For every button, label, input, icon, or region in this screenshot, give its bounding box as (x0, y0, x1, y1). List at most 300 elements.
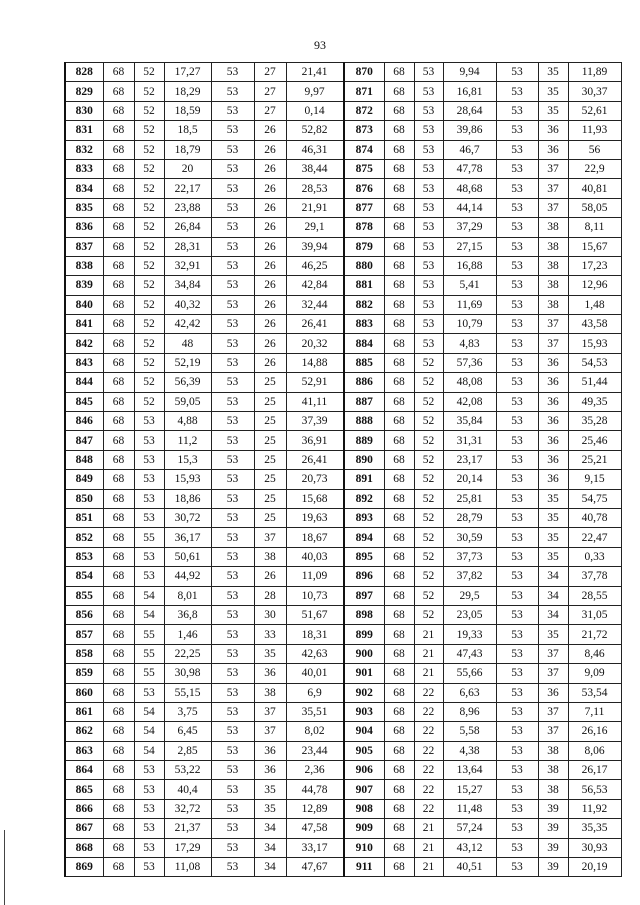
table-cell: 35,28 (568, 412, 621, 431)
table-cell: 53 (496, 198, 538, 217)
table-cell: 26,41 (286, 450, 343, 469)
table-cell: 21 (414, 664, 443, 683)
table-row (344, 334, 621, 353)
table-row (65, 198, 343, 217)
table-cell: 53 (496, 63, 538, 82)
table-cell: 68 (384, 121, 414, 140)
table-row (65, 838, 343, 857)
table-cell: 53 (496, 412, 538, 431)
point-number-cell: 832 (65, 140, 103, 159)
point-number-cell: 851 (65, 508, 103, 527)
table-cell: 18,67 (286, 528, 343, 547)
table-row (65, 644, 343, 663)
margin-rule (4, 830, 5, 905)
table-row (65, 315, 343, 334)
point-number-cell: 849 (65, 470, 103, 489)
table-cell: 36 (538, 373, 568, 392)
table-cell: 53 (496, 159, 538, 178)
table-cell: 53 (211, 159, 254, 178)
table-cell: 52 (414, 567, 443, 586)
table-cell: 52,61 (568, 101, 621, 120)
table-cell: 53 (134, 470, 164, 489)
table-cell: 27 (254, 82, 286, 101)
table-cell: 53 (496, 838, 538, 857)
table-cell: 55 (134, 644, 164, 663)
table-cell: 34 (538, 567, 568, 586)
table-cell: 59,05 (164, 392, 211, 411)
table-cell: 52,19 (164, 353, 211, 372)
table-cell: 53 (211, 450, 254, 469)
table-cell: 25 (254, 508, 286, 527)
point-number-cell: 863 (65, 741, 103, 760)
table-cell: 53 (496, 761, 538, 780)
table-cell: 52 (414, 373, 443, 392)
point-number-cell: 888 (344, 412, 384, 431)
table-cell: 9,09 (568, 664, 621, 683)
table-cell: 53 (134, 412, 164, 431)
table-row (65, 256, 343, 275)
table-row (344, 567, 621, 586)
table-cell: 68 (103, 644, 134, 663)
table-cell: 20 (164, 159, 211, 178)
table-cell: 18,5 (164, 121, 211, 140)
point-number-cell: 884 (344, 334, 384, 353)
table-cell: 48,68 (443, 179, 496, 198)
table-cell: 40,03 (286, 547, 343, 566)
table-cell: 23,44 (286, 741, 343, 760)
table-cell: 36 (538, 431, 568, 450)
table-cell: 68 (103, 838, 134, 857)
point-number-cell: 828 (65, 63, 103, 82)
table-cell: 53 (496, 722, 538, 741)
table-cell: 22 (414, 702, 443, 721)
table-cell: 53 (211, 722, 254, 741)
table-cell: 35 (254, 799, 286, 818)
table-row (65, 741, 343, 760)
table-cell: 39,86 (443, 121, 496, 140)
table-cell: 22 (414, 761, 443, 780)
point-number-cell: 830 (65, 101, 103, 120)
table-cell: 68 (103, 315, 134, 334)
table-cell: 8,02 (286, 722, 343, 741)
table-cell: 17,27 (164, 63, 211, 82)
table-row (65, 295, 343, 314)
table-cell: 68 (103, 140, 134, 159)
table-cell: 53 (496, 276, 538, 295)
table-cell: 53 (134, 547, 164, 566)
table-cell: 68 (384, 858, 414, 877)
table-row (65, 373, 343, 392)
point-number-cell: 882 (344, 295, 384, 314)
table-cell: 53 (134, 683, 164, 702)
table-cell: 21 (414, 644, 443, 663)
table-cell: 52 (134, 295, 164, 314)
table-cell: 36 (538, 683, 568, 702)
table-cell: 37,73 (443, 547, 496, 566)
table-cell: 14,88 (286, 353, 343, 372)
point-number-cell: 871 (344, 82, 384, 101)
table-cell: 37,78 (568, 567, 621, 586)
point-number-cell: 887 (344, 392, 384, 411)
table-row (65, 819, 343, 838)
table-cell: 52 (414, 392, 443, 411)
table-cell: 52 (134, 82, 164, 101)
table-cell: 58,05 (568, 198, 621, 217)
table-row (344, 198, 621, 217)
table-cell: 11,08 (164, 858, 211, 877)
table-cell: 53 (211, 489, 254, 508)
table-cell: 54 (134, 586, 164, 605)
point-number-cell: 890 (344, 450, 384, 469)
table-cell: 26,84 (164, 218, 211, 237)
table-cell: 68 (103, 664, 134, 683)
table-cell: 38 (538, 276, 568, 295)
table-row (344, 858, 621, 877)
table-cell: 53 (211, 237, 254, 256)
table-row (344, 373, 621, 392)
table-cell: 26 (254, 159, 286, 178)
table-cell: 53 (211, 63, 254, 82)
table-cell: 8,46 (568, 644, 621, 663)
table-cell: 26 (254, 179, 286, 198)
point-number-cell: 885 (344, 353, 384, 372)
point-number-cell: 897 (344, 586, 384, 605)
table-cell: 68 (103, 489, 134, 508)
table-cell: 54,53 (568, 353, 621, 372)
point-number-cell: 907 (344, 780, 384, 799)
table-cell: 68 (384, 489, 414, 508)
table-cell: 44,78 (286, 780, 343, 799)
point-number-cell: 846 (65, 412, 103, 431)
table-row (344, 179, 621, 198)
table-cell: 52 (134, 373, 164, 392)
table-cell: 52 (134, 198, 164, 217)
table-cell: 53 (414, 237, 443, 256)
point-number-cell: 893 (344, 508, 384, 527)
table-cell: 68 (103, 218, 134, 237)
table-row (344, 412, 621, 431)
table-cell: 53 (414, 82, 443, 101)
table-cell: 35 (538, 63, 568, 82)
table-cell: 68 (384, 586, 414, 605)
table-cell: 52,91 (286, 373, 343, 392)
table-cell: 29,5 (443, 586, 496, 605)
table-cell: 40,51 (443, 858, 496, 877)
table-cell: 35 (254, 780, 286, 799)
point-number-cell: 852 (65, 528, 103, 547)
table-cell: 8,01 (164, 586, 211, 605)
table-cell: 53 (211, 547, 254, 566)
table-cell: 22 (414, 741, 443, 760)
table-cell: 53 (496, 664, 538, 683)
point-number-cell: 896 (344, 567, 384, 586)
table-cell: 15,3 (164, 450, 211, 469)
table-cell: 68 (384, 819, 414, 838)
table-cell: 53 (211, 431, 254, 450)
table-cell: 68 (384, 702, 414, 721)
point-number-cell: 839 (65, 276, 103, 295)
table-cell: 23,17 (443, 450, 496, 469)
table-cell: 53 (414, 198, 443, 217)
table-row (344, 780, 621, 799)
table-cell: 68 (103, 761, 134, 780)
table-cell: 35 (538, 508, 568, 527)
point-number-cell: 909 (344, 819, 384, 838)
table-cell: 2,85 (164, 741, 211, 760)
table-cell: 68 (103, 353, 134, 372)
table-cell: 39,94 (286, 237, 343, 256)
table-cell: 53 (211, 567, 254, 586)
table-cell: 15,67 (568, 237, 621, 256)
table-cell: 53 (496, 586, 538, 605)
table-cell: 35 (538, 101, 568, 120)
table-cell: 47,67 (286, 858, 343, 877)
table-row (65, 780, 343, 799)
table-cell: 68 (103, 780, 134, 799)
table-cell: 53 (134, 761, 164, 780)
table-cell: 21 (414, 858, 443, 877)
table-cell: 53 (211, 140, 254, 159)
table-cell: 68 (384, 218, 414, 237)
table-cell: 37 (254, 702, 286, 721)
table-cell: 68 (103, 431, 134, 450)
table-cell: 37 (538, 315, 568, 334)
table-row (65, 101, 343, 120)
table-cell: 52 (414, 450, 443, 469)
table-row (65, 664, 343, 683)
table-cell: 39 (538, 838, 568, 857)
table-cell: 47,58 (286, 819, 343, 838)
table-cell: 68 (103, 276, 134, 295)
table-cell: 26 (254, 295, 286, 314)
table-row (344, 819, 621, 838)
table-cell: 55 (134, 528, 164, 547)
table-cell: 26 (254, 140, 286, 159)
table-cell: 20,32 (286, 334, 343, 353)
point-number-cell: 847 (65, 431, 103, 450)
table-cell: 55,66 (443, 664, 496, 683)
table-cell: 26,16 (568, 722, 621, 741)
table-cell: 53 (211, 412, 254, 431)
point-number-cell: 867 (65, 819, 103, 838)
table-cell: 47,43 (443, 644, 496, 663)
table-cell: 53 (211, 295, 254, 314)
table-cell: 68 (103, 82, 134, 101)
table-cell: 16,81 (443, 82, 496, 101)
table-cell: 31,05 (568, 605, 621, 624)
table-cell: 25,46 (568, 431, 621, 450)
table-row (65, 276, 343, 295)
table-cell: 52 (134, 392, 164, 411)
table-cell: 55 (134, 625, 164, 644)
table-cell: 37,39 (286, 412, 343, 431)
table-cell: 68 (103, 508, 134, 527)
table-cell: 36 (538, 450, 568, 469)
table-cell: 68 (384, 567, 414, 586)
table-row (344, 315, 621, 334)
table-cell: 25,21 (568, 450, 621, 469)
table-cell: 53 (496, 489, 538, 508)
table-cell: 68 (384, 412, 414, 431)
table-cell: 53 (134, 858, 164, 877)
table-cell: 68 (384, 625, 414, 644)
table-cell: 37 (538, 702, 568, 721)
table-row (65, 489, 343, 508)
table-cell: 8,11 (568, 218, 621, 237)
table-cell: 38 (538, 761, 568, 780)
table-cell: 26 (254, 121, 286, 140)
table-row (344, 605, 621, 624)
table-row (344, 237, 621, 256)
table-cell: 53 (496, 101, 538, 120)
table-cell: 68 (103, 625, 134, 644)
table-cell: 11,48 (443, 799, 496, 818)
table-cell: 22 (414, 683, 443, 702)
table-cell: 35 (538, 82, 568, 101)
table-cell: 22,17 (164, 179, 211, 198)
table-cell: 68 (384, 237, 414, 256)
table-cell: 68 (384, 722, 414, 741)
table-cell: 21,37 (164, 819, 211, 838)
table-cell: 36 (538, 470, 568, 489)
table-row (65, 431, 343, 450)
table-cell: 53 (496, 82, 538, 101)
table-cell: 36,8 (164, 605, 211, 624)
table-cell: 25 (254, 470, 286, 489)
table-cell: 35 (538, 547, 568, 566)
table-cell: 27 (254, 101, 286, 120)
table-cell: 19,33 (443, 625, 496, 644)
table-cell: 53 (496, 295, 538, 314)
point-number-cell: 850 (65, 489, 103, 508)
table-cell: 22 (414, 722, 443, 741)
table-cell: 18,59 (164, 101, 211, 120)
table-cell: 20,19 (568, 858, 621, 877)
point-number-cell: 854 (65, 567, 103, 586)
table-cell: 26 (254, 237, 286, 256)
table-cell: 22,25 (164, 644, 211, 663)
table-cell: 68 (384, 605, 414, 624)
point-number-cell: 842 (65, 334, 103, 353)
table-cell: 18,79 (164, 140, 211, 159)
table-cell: 9,15 (568, 470, 621, 489)
table-cell: 36,91 (286, 431, 343, 450)
table-cell: 26 (254, 567, 286, 586)
table-cell: 46,25 (286, 256, 343, 275)
table-cell: 23,88 (164, 198, 211, 217)
table-cell: 53 (211, 353, 254, 372)
table-cell: 5,58 (443, 722, 496, 741)
table-cell: 53 (496, 121, 538, 140)
point-number-cell: 859 (65, 664, 103, 683)
table-row (65, 702, 343, 721)
table-cell: 55 (134, 664, 164, 683)
point-number-cell: 875 (344, 159, 384, 178)
table-cell: 36 (538, 353, 568, 372)
table-cell: 53 (496, 392, 538, 411)
table-cell: 34 (538, 605, 568, 624)
table-cell: 53 (496, 683, 538, 702)
point-number-cell: 895 (344, 547, 384, 566)
table-cell: 8,06 (568, 741, 621, 760)
table-cell: 68 (103, 198, 134, 217)
table-row (344, 799, 621, 818)
table-cell: 68 (384, 644, 414, 663)
table-cell: 35,51 (286, 702, 343, 721)
point-number-cell: 906 (344, 761, 384, 780)
table-cell: 68 (384, 63, 414, 82)
table-cell: 39 (538, 819, 568, 838)
point-number-cell: 860 (65, 683, 103, 702)
point-number-cell: 892 (344, 489, 384, 508)
table-cell: 16,88 (443, 256, 496, 275)
table-cell: 53 (496, 179, 538, 198)
table-cell: 53 (211, 664, 254, 683)
table-cell: 53 (211, 838, 254, 857)
table-row (344, 761, 621, 780)
table-cell: 68 (103, 63, 134, 82)
table-cell: 22,9 (568, 159, 621, 178)
table-cell: 18,29 (164, 82, 211, 101)
table-cell: 68 (384, 431, 414, 450)
table-row (344, 625, 621, 644)
point-number-cell: 877 (344, 198, 384, 217)
table-cell: 68 (384, 392, 414, 411)
table-row (65, 605, 343, 624)
table-cell: 19,63 (286, 508, 343, 527)
table-cell: 28 (254, 586, 286, 605)
table-cell: 53 (496, 353, 538, 372)
table-row (65, 63, 343, 82)
table-cell: 53 (496, 431, 538, 450)
table-cell: 46,7 (443, 140, 496, 159)
table-cell: 26,17 (568, 761, 621, 780)
table-cell: 37 (538, 334, 568, 353)
table-row (344, 683, 621, 702)
table-cell: 68 (384, 664, 414, 683)
table-cell: 68 (103, 605, 134, 624)
table-cell: 35,35 (568, 819, 621, 838)
table-row (65, 159, 343, 178)
table-cell: 54 (134, 722, 164, 741)
table-row (344, 276, 621, 295)
table-row (65, 237, 343, 256)
table-cell: 53 (211, 761, 254, 780)
page-number: 93 (314, 38, 326, 52)
table-cell: 28,79 (443, 508, 496, 527)
table-cell: 53 (496, 256, 538, 275)
table-cell: 3,75 (164, 702, 211, 721)
table-cell: 51,67 (286, 605, 343, 624)
table-cell: 53 (211, 218, 254, 237)
table-cell: 52 (414, 605, 443, 624)
table-cell: 53 (211, 373, 254, 392)
point-number-cell: 891 (344, 470, 384, 489)
point-number-cell: 856 (65, 605, 103, 624)
table-cell: 12,96 (568, 276, 621, 295)
table-cell: 53 (414, 140, 443, 159)
table-cell: 11,92 (568, 799, 621, 818)
table-cell: 23,05 (443, 605, 496, 624)
table-row (344, 644, 621, 663)
table-cell: 53 (211, 392, 254, 411)
table-cell: 49,35 (568, 392, 621, 411)
table-cell: 15,93 (164, 470, 211, 489)
table-cell: 68 (384, 547, 414, 566)
table-cell: 30,37 (568, 82, 621, 101)
table-cell: 30,59 (443, 528, 496, 547)
table-row (344, 295, 621, 314)
